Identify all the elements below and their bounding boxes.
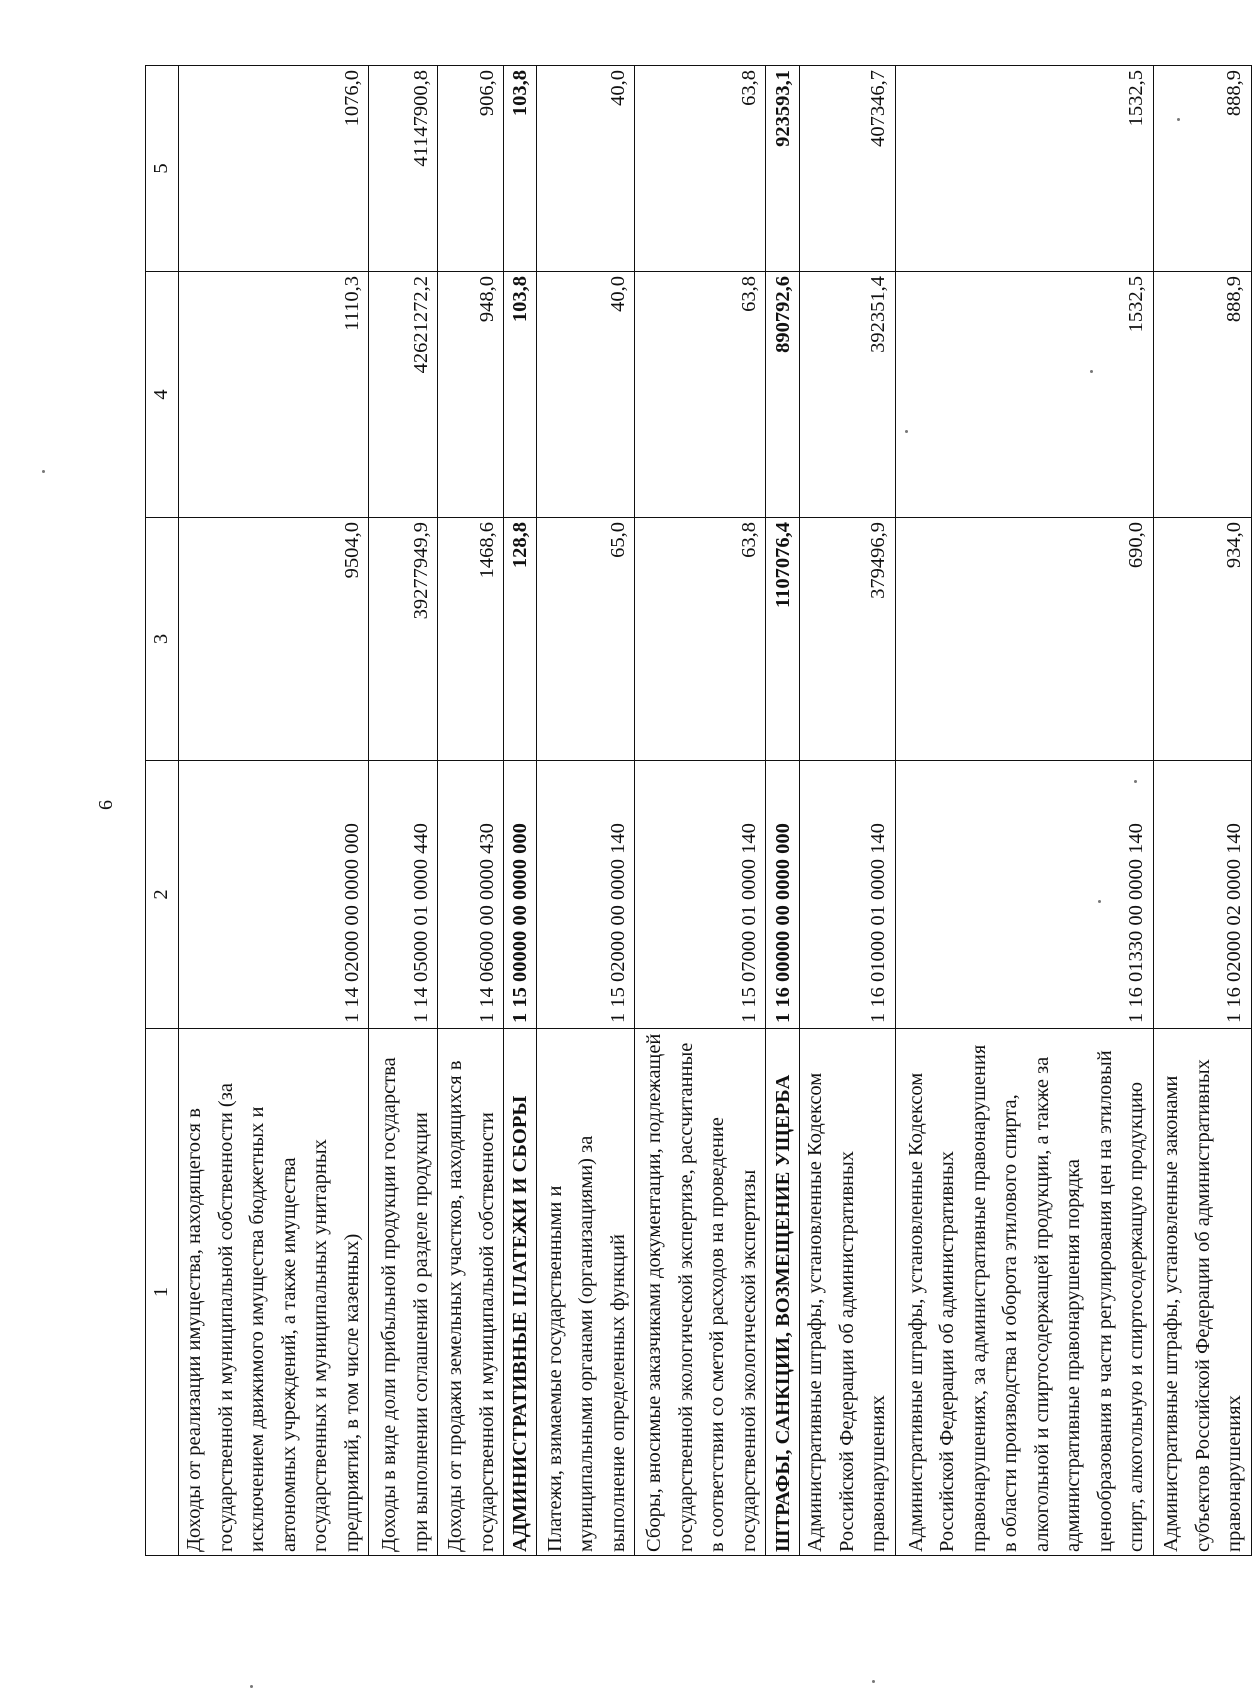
row-value-col4: 1110,3	[179, 272, 369, 518]
column-header: 2	[146, 761, 179, 1029]
row-name: Доходы от продажи земельных участков, находящихся в государственной и муниципальной собственности	[438, 1029, 504, 1556]
row-code: 1 14 05000 01 0000 440	[369, 761, 438, 1029]
row-value-col3: 379496,9	[800, 518, 896, 761]
table-row	[635, 66, 766, 1556]
row-value-col3: 128,8	[504, 518, 537, 761]
row-code: 1 14 02000 00 0000 000	[179, 761, 369, 1029]
row-value-col4: 40,0	[537, 272, 635, 518]
row-value-col5: 923593,1	[766, 66, 800, 272]
row-value-col5: 103,8	[504, 66, 537, 272]
row-name: Административные штрафы, установленные Кодексом Российской Федерации об административных правонарушениях, за административные правонарушения в области производства и оборота этилового спирта, алкогольной и спиртосодержащей продукции, а также за административные правонарушения порядка ценообразования в части регулирования цен на этиловый спирт, алкогольную и спиртосодержащую продукцию	[895, 1029, 1153, 1556]
row-name: АДМИНИСТРАТИВНЫЕ ПЛАТЕЖИ И СБОРЫ	[504, 1029, 537, 1556]
table-row	[1153, 66, 1251, 1556]
row-value-col3: 1107076,4	[766, 518, 800, 761]
table-row	[537, 66, 635, 1556]
row-code: 1 16 00000 00 0000 000	[766, 761, 800, 1029]
scan-speck	[872, 1680, 875, 1683]
scan-speck	[250, 1685, 253, 1688]
row-value-col4: 42621272,2	[369, 272, 438, 518]
column-header: 5	[146, 66, 179, 272]
table-row-section	[766, 66, 800, 1556]
row-value-col3: 934,0	[1153, 518, 1251, 761]
table-row	[179, 66, 369, 1556]
row-name: Сборы, вносимые заказчиками документации, подлежащей государственной экологической экспертизе, рассчитанные в соответствии со сметой расходов на проведение государственной экологической экспертизы	[635, 1029, 766, 1556]
row-value-col3: 65,0	[537, 518, 635, 761]
row-value-col5: 1076,0	[179, 66, 369, 272]
header-row	[146, 66, 179, 1556]
scan-speck	[1134, 780, 1137, 783]
row-value-col3: 690,0	[895, 518, 1153, 761]
row-code: 1 15 02000 00 0000 140	[537, 761, 635, 1029]
row-value-col3: 9504,0	[179, 518, 369, 761]
row-value-col5: 41147900,8	[369, 66, 438, 272]
row-value-col5: 40,0	[537, 66, 635, 272]
table-row	[800, 66, 896, 1556]
row-code: 1 16 02000 02 0000 140	[1153, 761, 1251, 1029]
page-number: 6	[95, 800, 117, 810]
row-name: Платежи, взимаемые государственными и муниципальными органами (организациями) за выполнение определенных функций	[537, 1029, 635, 1556]
table-row	[369, 66, 438, 1556]
row-name: Доходы от реализации имущества, находящегося в государственной и муниципальной собственности (за исключением движимого имущества бюджетных и автономных учреждений, а также имущества государственных и муниципальных унитарных предприятий, в том числе казенных)	[179, 1029, 369, 1556]
row-value-col5: 407346,7	[800, 66, 896, 272]
row-value-col5: 1532,5	[895, 66, 1153, 272]
row-value-col4: 63,8	[635, 272, 766, 518]
row-value-col4: 888,9	[1153, 272, 1251, 518]
row-name: Административные штрафы, установленные Кодексом Российской Федерации об административных правонарушениях	[800, 1029, 896, 1556]
row-code: 1 14 06000 00 0000 430	[438, 761, 504, 1029]
row-code: 1 16 01000 01 0000 140	[800, 761, 896, 1029]
row-code: 1 15 00000 00 0000 000	[504, 761, 537, 1029]
column-header: 1	[146, 1029, 179, 1556]
budget-revenue-table	[145, 65, 1252, 1556]
scan-speck	[1098, 900, 1101, 903]
row-value-col5: 63,8	[635, 66, 766, 272]
row-code: 1 15 07000 01 0000 140	[635, 761, 766, 1029]
table-row	[895, 66, 1153, 1556]
column-header: 4	[146, 272, 179, 518]
table-row	[438, 66, 504, 1556]
row-name: Доходы в виде доли прибыльной продукции государства при выполнении соглашений о разделе продукции	[369, 1029, 438, 1556]
table-row-section	[504, 66, 537, 1556]
rotated-page-content	[145, 66, 1245, 1556]
row-value-col3: 39277949,9	[369, 518, 438, 761]
row-value-col5: 906,0	[438, 66, 504, 272]
row-name: Административные штрафы, установленные законами субъектов Российской Федерации об административных правонарушениях	[1153, 1029, 1251, 1556]
row-name: ШТРАФЫ, САНКЦИИ, ВОЗМЕЩЕНИЕ УЩЕРБА	[766, 1029, 800, 1556]
row-value-col4: 392351,4	[800, 272, 896, 518]
row-value-col4: 103,8	[504, 272, 537, 518]
column-header: 3	[146, 518, 179, 761]
row-code: 1 16 01330 00 0000 140	[895, 761, 1153, 1029]
row-value-col5: 888,9	[1153, 66, 1251, 272]
scan-speck	[905, 430, 908, 433]
row-value-col4: 890792,6	[766, 272, 800, 518]
scan-speck	[42, 470, 45, 473]
row-value-col3: 63,8	[635, 518, 766, 761]
row-value-col4: 948,0	[438, 272, 504, 518]
scan-speck	[1177, 118, 1180, 121]
row-value-col3: 1468,6	[438, 518, 504, 761]
row-value-col4: 1532,5	[895, 272, 1153, 518]
scan-speck	[1090, 370, 1093, 373]
